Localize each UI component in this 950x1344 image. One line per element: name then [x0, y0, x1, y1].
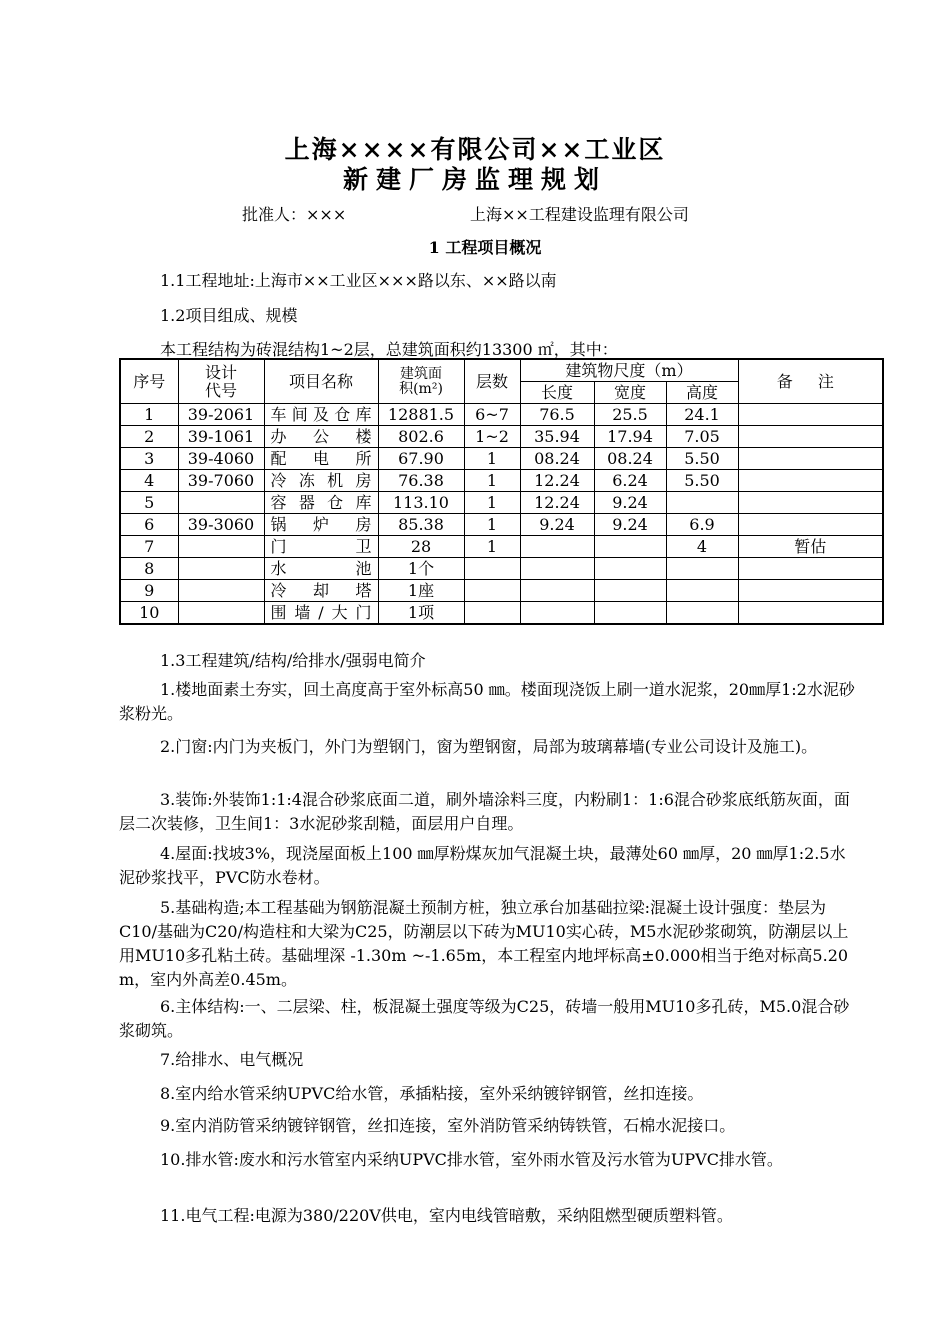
- cell-floors: 1: [464, 448, 520, 470]
- cell-remark: [738, 602, 883, 625]
- cell-floors: [464, 558, 520, 580]
- cell-name: 冷冻机房: [264, 470, 378, 492]
- cell-height: 6.9: [666, 514, 738, 536]
- header-code-text: 设计代号: [204, 362, 237, 400]
- cell-height: [666, 492, 738, 514]
- cell-width: 9.24: [594, 492, 666, 514]
- cell-height: [666, 602, 738, 625]
- paragraph-7: 7.给排水、电气概况: [160, 1050, 304, 1069]
- cell-floors: 1: [464, 514, 520, 536]
- approver-line: 批准人：×××: [242, 205, 347, 224]
- paragraph-4: 4.屋面:找坡3%，现浇屋面板上100 ㎜厚粉煤灰加气混凝土块，最薄处60 ㎜厚，20 ㎜厚1:2.5水泥砂浆找平，PVC防水卷材。: [119, 844, 846, 887]
- table-row: [120, 580, 883, 602]
- cell-length: 76.5: [520, 404, 594, 426]
- cell-name: 配电所: [264, 448, 378, 470]
- cell-name: 办公楼: [264, 426, 378, 448]
- cell-no: 1: [120, 404, 178, 426]
- cell-width: [594, 536, 666, 558]
- table-row: [120, 514, 883, 536]
- paragraph-11: 11.电气工程:电源为380/220V供电，室内电线管暗敷，采纳阻燃型硬质塑料管。: [160, 1206, 733, 1225]
- header-code: [178, 359, 264, 404]
- header-width: 宽度: [594, 382, 666, 404]
- header-remark: 备 注: [738, 359, 883, 404]
- cell-length: 12.24: [520, 470, 594, 492]
- cell-name: 锅炉房: [264, 514, 378, 536]
- project-address: 1.1工程地址:上海市××工业区×××路以东、××路以南: [160, 271, 557, 290]
- cell-remark: [738, 514, 883, 536]
- cell-code: [178, 558, 264, 580]
- paragraph-3: 3.装饰:外装饰1:1:4混合砂浆底面二道，刷外墙涂料三度，内粉刷1：1:6混合砂浆底纸筋灰面，面层二次装修，卫生间1：3水泥砂浆刮糙，面层用户自理。: [119, 790, 850, 833]
- cell-area: 1项: [378, 602, 464, 625]
- paragraph-8: 8.室内给水管采纳UPVC给水管，承插粘接，室外采纳镀锌钢管，丝扣连接。: [160, 1084, 704, 1103]
- cell-area: 802.6: [378, 426, 464, 448]
- paragraph-2: 2.门窗:内门为夹板门，外门为塑钢门，窗为塑钢窗，局部为玻璃幕墙(专业公司设计及施工)。: [160, 737, 818, 756]
- composition-title: 1.2项目组成、规模: [160, 306, 298, 325]
- cell-width: 6.24: [594, 470, 666, 492]
- cell-area: 113.10: [378, 492, 464, 514]
- table-row: [120, 470, 883, 492]
- header-name: 项目名称: [264, 359, 378, 404]
- cell-code: [178, 492, 264, 514]
- cell-height: [666, 580, 738, 602]
- table-row: [120, 426, 883, 448]
- cell-code: [178, 602, 264, 625]
- cell-width: 08.24: [594, 448, 666, 470]
- cell-name: 水池: [264, 558, 378, 580]
- header-dims: 建筑物尺度（m）: [520, 359, 738, 382]
- cell-code: 39-7060: [178, 470, 264, 492]
- cell-width: 17.94: [594, 426, 666, 448]
- header-area: [378, 359, 464, 404]
- cell-remark: [738, 404, 883, 426]
- cell-no: 3: [120, 448, 178, 470]
- cell-code: 39-2061: [178, 404, 264, 426]
- scale-intro: 本工程结构为砖混结构1~2层，总建筑面积约13300 ㎡，其中：: [160, 340, 618, 359]
- cell-no: 8: [120, 558, 178, 580]
- cell-code: [178, 580, 264, 602]
- cell-floors: 6~7: [464, 404, 520, 426]
- cell-name: 围墙/大门: [264, 602, 378, 625]
- cell-name: 冷却塔: [264, 580, 378, 602]
- cell-code: 39-4060: [178, 448, 264, 470]
- document-title-line2: 新建厂房监理规划: [342, 165, 607, 194]
- header-height: 高度: [666, 382, 738, 404]
- cell-height: 5.50: [666, 470, 738, 492]
- cell-floors: 1: [464, 470, 520, 492]
- cell-no: 4: [120, 470, 178, 492]
- table-row: [120, 448, 883, 470]
- cell-name: 车间及仓库: [264, 404, 378, 426]
- cell-width: [594, 558, 666, 580]
- cell-length: [520, 580, 594, 602]
- cell-floors: [464, 602, 520, 625]
- cell-area: 1个: [378, 558, 464, 580]
- cell-code: 39-1061: [178, 426, 264, 448]
- header-no: 序号: [120, 359, 178, 404]
- cell-height: 5.50: [666, 448, 738, 470]
- paragraph-10: 10.排水管:废水和污水管室内采纳UPVC排水管，室外雨水管及污水管为UPVC排水管。: [160, 1150, 783, 1169]
- cell-no: 9: [120, 580, 178, 602]
- table-row: [120, 536, 883, 558]
- paragraph-5: 5.基础构造;本工程基础为钢筋混凝土预制方桩，独立承台加基础拉梁:混凝土设计强度：垫层为C10/基础为C20/构造柱和大梁为C25，防潮层以下砖为MU10实心砖，M5水泥砂浆砌筑，防潮层以上用MU10多孔粘土砖。基础埋深 -1.30m ~-1.65m，本工程室内地坪标高±0.000相当于绝对标高5.20 m，室内外高差0.45m。: [119, 898, 849, 989]
- cell-no: 10: [120, 602, 178, 625]
- cell-remark: [738, 448, 883, 470]
- cell-height: 24.1: [666, 404, 738, 426]
- cell-area: 1座: [378, 580, 464, 602]
- cell-floors: [464, 580, 520, 602]
- cell-length: 12.24: [520, 492, 594, 514]
- cell-area: 76.38: [378, 470, 464, 492]
- project-table: [119, 358, 884, 625]
- paragraph-6: 6.主体结构:一、二层梁、柱，板混凝土强度等级为C25，砖墙一般用MU10多孔砖，M5.0混合砂浆砌筑。: [119, 997, 850, 1040]
- table-header-row: [120, 359, 883, 382]
- company-name: 上海××工程建设监理有限公司: [470, 205, 689, 224]
- header-length: 长度: [520, 382, 594, 404]
- cell-area: 28: [378, 536, 464, 558]
- cell-height: 7.05: [666, 426, 738, 448]
- cell-remark: [738, 558, 883, 580]
- cell-code: [178, 536, 264, 558]
- cell-length: [520, 558, 594, 580]
- cell-area: 12881.5: [378, 404, 464, 426]
- cell-remark: 暂估: [738, 536, 883, 558]
- cell-name: 容器仓库: [264, 492, 378, 514]
- table-row: [120, 558, 883, 580]
- cell-width: 9.24: [594, 514, 666, 536]
- header-floors: 层数: [464, 359, 520, 404]
- cell-remark: [738, 470, 883, 492]
- cell-remark: [738, 426, 883, 448]
- cell-remark: [738, 492, 883, 514]
- table-row: [120, 492, 883, 514]
- paragraph-9: 9.室内消防管采纳镀锌钢管，丝扣连接，室外消防管采纳铸铁管，石棉水泥接口。: [160, 1116, 736, 1135]
- cell-length: 08.24: [520, 448, 594, 470]
- section-title-1-3: 1.3工程建筑/结构/给排水/强弱电简介: [160, 651, 426, 670]
- cell-code: 39-3060: [178, 514, 264, 536]
- cell-width: [594, 602, 666, 625]
- paragraph-1: 1.楼地面素土夯实，回土高度高于室外标高50 ㎜。楼面现浇饭上刷一道水泥浆，20㎜厚1:2水泥砂浆粉光。: [119, 680, 855, 723]
- cell-floors: 1: [464, 536, 520, 558]
- cell-width: [594, 580, 666, 602]
- table-row: [120, 404, 883, 426]
- cell-length: 9.24: [520, 514, 594, 536]
- cell-no: 7: [120, 536, 178, 558]
- section-title-1: 1 工程项目概况: [428, 238, 542, 257]
- header-area-text: 建筑面积(m²): [399, 365, 443, 397]
- cell-length: [520, 536, 594, 558]
- cell-width: 25.5: [594, 404, 666, 426]
- cell-height: 4: [666, 536, 738, 558]
- cell-remark: [738, 580, 883, 602]
- table-row: [120, 602, 883, 625]
- cell-no: 5: [120, 492, 178, 514]
- cell-area: 67.90: [378, 448, 464, 470]
- cell-no: 6: [120, 514, 178, 536]
- cell-floors: 1~2: [464, 426, 520, 448]
- cell-name: 门卫: [264, 536, 378, 558]
- cell-height: [666, 558, 738, 580]
- cell-no: 2: [120, 426, 178, 448]
- cell-length: 35.94: [520, 426, 594, 448]
- cell-length: [520, 602, 594, 625]
- document-title-line1: 上海××××有限公司××工业区: [284, 135, 666, 164]
- table-body: [120, 404, 883, 625]
- cell-floors: 1: [464, 492, 520, 514]
- cell-area: 85.38: [378, 514, 464, 536]
